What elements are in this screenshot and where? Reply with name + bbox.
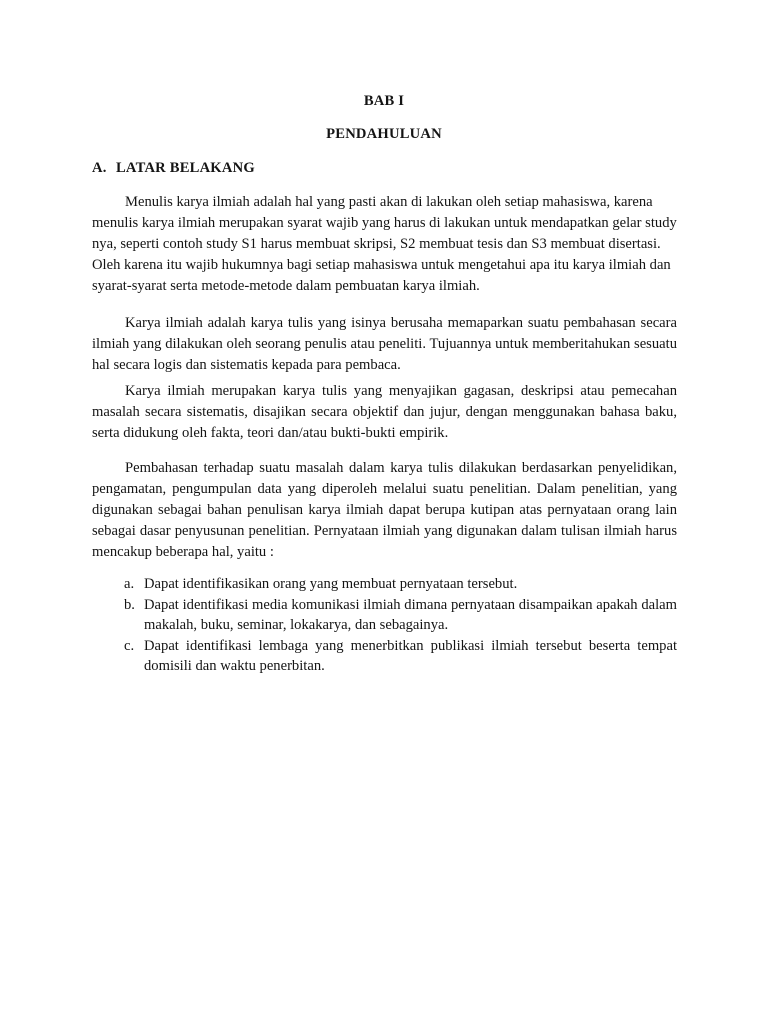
section-title: LATAR BELAKANG	[116, 160, 255, 176]
list-item-text: Dapat identifikasikan orang yang membuat pernyataan tersebut.	[144, 576, 518, 592]
list-marker: c.	[124, 637, 135, 654]
paragraph-text: Karya ilmiah adalah karya tulis yang isinya berusaha memaparkan suatu pembahasan secara ilmiah yang dilakukan oleh seorang penulis atau peneliti. Tujuannya untuk memberitahukan sesuatu hal secara logis dan sistematis kepada para pembaca.	[92, 315, 677, 373]
list-item	[124, 636, 677, 677]
list-item	[124, 595, 677, 636]
list-item	[124, 574, 677, 595]
paragraph-3	[92, 381, 677, 444]
section-number: A.	[92, 160, 107, 176]
section-heading	[92, 160, 255, 177]
chapter-title: PENDAHULUAN	[326, 126, 442, 142]
paragraph-1	[92, 192, 677, 297]
paragraph-text: Menulis karya ilmiah adalah hal yang pasti akan di lakukan oleh setiap mahasiswa, karena menulis karya ilmiah merupakan syarat wajib yang harus di lakukan untuk mendapatkan gelar study nya, seperti contoh study S1 harus membuat skripsi, S2 membuat tesis dan S3 membuat disertasi. Oleh karena itu wajib hukumnya bagi setiap mahasiswa untuk mengetahui apa itu karya ilmiah dan syarat-syarat serta metode-metode dalam pembuatan karya ilmiah.	[92, 194, 677, 294]
list-marker: a.	[124, 576, 135, 592]
list-marker: b.	[124, 596, 135, 613]
requirements-list	[124, 574, 677, 677]
chapter-number: BAB I	[363, 93, 405, 109]
paragraph-text: Karya ilmiah merupakan karya tulis yang menyajikan gagasan, deskripsi atau pemecahan masalah secara sistematis, disajikan secara objektif dan jujur, dengan menggunakan bahasa baku, serta didukung oleh fakta, teori dan/atau bukti-bukti empirik.	[92, 383, 677, 441]
list-item-text: Dapat identifikasi lembaga yang menerbitkan publikasi ilmiah tersebut beserta tempat domisili dan waktu penerbitan.	[144, 637, 677, 674]
paragraph-2	[92, 313, 677, 376]
paragraph-4	[92, 458, 677, 563]
list-item-text: Dapat identifikasi media komunikasi ilmiah dimana pernyataan disampaikan apakah dalam makalah, buku, seminar, lokakarya, dan sebagainya.	[144, 596, 677, 633]
paragraph-text: Pembahasan terhadap suatu masalah dalam karya tulis dilakukan berdasarkan penyelidikan, pengamatan, pengumpulan data yang diperoleh melalui suatu penelitian. Dalam penelitian, yang digunakan sebagai bahan penulisan karya ilmiah dapat berupa kutipan atas pernyataan orang lain sebagai dasar penyusunan penelitian. Pernyataan ilmiah yang digunakan dalam tulisan ilmiah harus mencakup beberapa hal, yaitu :	[92, 460, 677, 560]
